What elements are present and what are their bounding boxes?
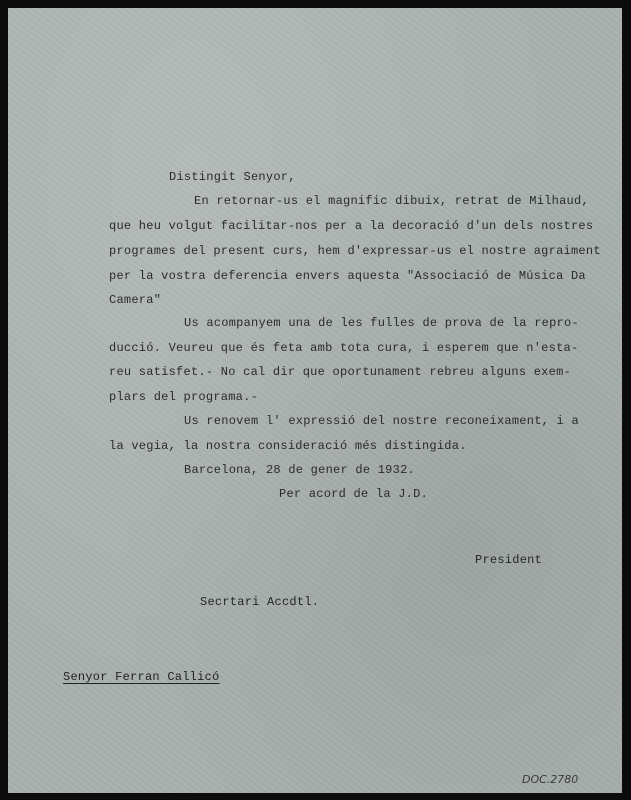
paragraph-1-line-2: que heu volgut facilitar-nos per a la decoració d'un dels nostres	[109, 219, 594, 233]
paragraph-1-line-4: per la vostra deferencia envers aquesta "Associació de Música Da	[109, 269, 586, 283]
paragraph-2-line-1: Us acompanyem una de les fulles de prova de la repro-	[184, 316, 579, 330]
salutation: Distingit Senyor,	[169, 170, 296, 184]
secretary-signature-label: Secrtari Accdtl.	[200, 595, 320, 609]
archive-reference: DOC.2780	[522, 773, 579, 786]
addressee: Senyor Ferran Callicó	[63, 670, 220, 684]
paragraph-3-line-2: la vegia, la nostra consideració més distingida.	[109, 439, 467, 453]
paragraph-3-line-1: Us renovem l' expressió del nostre reconeixament, i a	[184, 414, 579, 428]
paragraph-2-line-2: ducció. Veureu que és feta amb tota cura, i esperem que n'esta-	[109, 341, 579, 355]
president-signature-label: President	[475, 553, 543, 567]
place-date: Barcelona, 28 de gener de 1932.	[184, 463, 415, 477]
letter-sheet	[8, 8, 622, 793]
paragraph-1-line-5: Camera"	[109, 293, 162, 307]
on-behalf-line: Per acord de la J.D.	[279, 487, 429, 501]
paragraph-1-line-1: En retornar-us el magnific dibuix, retrat de Milhaud,	[194, 194, 589, 208]
paragraph-2-line-4: plars del programa.-	[109, 390, 259, 404]
paragraph-1-line-3: programes del present curs, hem d'expressar-us el nostre agraiment	[109, 244, 601, 258]
paragraph-2-line-3: reu satisfet.- No cal dir que oportunament rebreu alguns exem-	[109, 365, 571, 379]
